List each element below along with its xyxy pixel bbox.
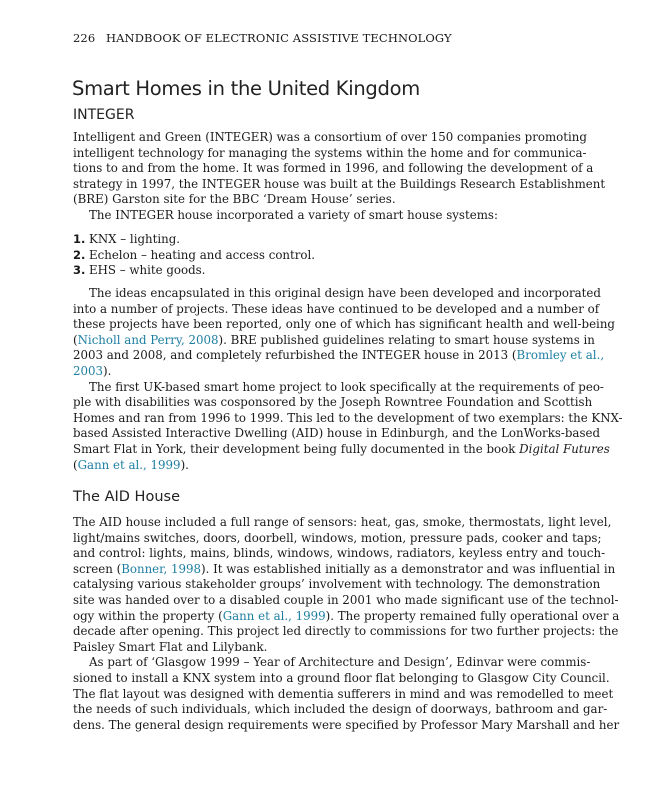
text-span: ). The property remained fully operational over a <box>325 608 620 623</box>
text-line: The first UK-based smart home project to look specifically at the requirements of peo- <box>89 379 604 394</box>
text-line: The AID house included a full range of sensors: heat, gas, smoke, thermostats, light level, <box>73 515 612 529</box>
citation-link[interactable]: Bromley et al., <box>516 348 605 363</box>
text-line: strategy in 1997, the INTEGER house was built at the Buildings Research Establishment <box>73 176 606 191</box>
text-span: ). <box>180 457 189 472</box>
text-line: ple with disabilities was cosponsored by the Joseph Rowntree Foundation and Scottish <box>73 395 593 410</box>
text-line: Homes and ran from 1996 to 1999. This led to the development of two exemplars: the KNX- <box>73 410 623 425</box>
text-line: the needs of such individuals, which included the design of doorways, bathroom and gar- <box>73 702 608 717</box>
text-line: (Gann et al., 1999). <box>73 457 189 472</box>
aid-paragraph-1 <box>73 515 620 733</box>
text-line: site was handed over to a disabled couple in 2001 who made significant use of the technol- <box>73 592 619 607</box>
text-line: into a number of projects. These ideas have continued to be developed and a number of <box>73 301 600 316</box>
list-item <box>73 263 556 279</box>
text-line: The INTEGER house incorporated a variety of smart house systems: <box>89 207 498 222</box>
integer-heading: INTEGER <box>73 107 135 123</box>
text-span: ). BRE published guidelines relating to smart house systems in <box>218 332 595 347</box>
text-span: ). <box>103 363 112 378</box>
book-title: HANDBOOK OF ELECTRONIC ASSISTIVE TECHNOLOGY <box>106 31 452 45</box>
citation-link[interactable]: 2003 <box>73 363 104 378</box>
text-line: decade after opening. This project led directly to commissions for two further projects: the <box>73 624 619 639</box>
running-head <box>73 31 452 45</box>
list-item <box>73 248 556 264</box>
text-span: ). It was established initially as a demonstrator and was influential in <box>201 561 616 576</box>
citation-link[interactable]: Gann et al., 1999 <box>222 608 326 623</box>
text-line: and control: lights, mains, blinds, windows, windows, radiators, keyless entry and touch- <box>73 546 606 561</box>
text-line: light/mains switches, doors, doorbell, windows, motion, pressure pads, cooker and taps; <box>73 530 602 545</box>
list-number: 3. <box>73 263 86 278</box>
list-text: KNX – lighting. <box>89 232 181 246</box>
citation-link[interactable]: Nicholl and Perry, 2008 <box>77 332 219 347</box>
text-span: Smart Flat in York, their development being fully documented in the book <box>73 441 520 456</box>
text-line: based Assisted Interactive Dwelling (AID) house in Edinburgh, and the LonWorks-based <box>73 426 601 441</box>
integer-paragraph-1 <box>73 130 606 224</box>
page-number: 226 <box>73 31 96 45</box>
text-span: screen ( <box>73 561 122 576</box>
list-number: 1. <box>73 232 86 246</box>
text-line <box>73 348 605 364</box>
text-line: The flat layout was designed with dementia sufferers in mind and was remodelled to meet <box>73 686 614 701</box>
text-line <box>73 364 556 380</box>
list-text: EHS – white goods. <box>89 263 206 278</box>
list-number: 2. <box>73 247 86 262</box>
text-line: As part of ‘Glasgow 1999 – Year of Architecture and Design’, Edinvar were commis- <box>89 655 591 670</box>
text-line: sioned to install a KNX system into a ground floor flat belonging to Glasgow City Council. <box>73 670 610 685</box>
text-span: 2003 and 2008, and completely refurbished the INTEGER house in 2013 ( <box>73 348 517 363</box>
text-span: ogy within the property ( <box>73 608 223 623</box>
text-line: tions to and from the home. It was formed in 1996, and following the development of a <box>73 161 594 176</box>
text-line: (BRE) Garston site for the BBC ‘Dream House’ series. <box>73 192 396 207</box>
text-line: The ideas encapsulated in this original design have been developed and incorporated <box>89 286 601 300</box>
text-line: Intelligent and Green (INTEGER) was a consortium of over 150 companies promoting <box>73 130 587 144</box>
text-line <box>73 561 616 578</box>
text-line: intelligent technology for managing the systems within the home and for communica- <box>73 145 587 160</box>
integer-paragraph-3 <box>73 286 623 473</box>
list-text: Echelon – heating and access control. <box>89 247 316 262</box>
text-line: these projects have been reported, only one of which has significant health and well-being <box>73 317 615 332</box>
citation-link[interactable]: Gann et al., 1999 <box>77 457 181 472</box>
list-item <box>73 232 556 248</box>
section-title: Smart Homes in the United Kingdom <box>72 77 420 100</box>
text-line: (Nicholl and Perry, 2008). BRE published guidelines relating to smart house systems in <box>73 332 595 347</box>
systems-list <box>73 232 556 279</box>
text-line: catalysing various stakeholder groups’ involvement with technology. The demonstration <box>73 577 601 592</box>
text-line: Paisley Smart Flat and Lilybank. <box>73 639 268 654</box>
text-line <box>73 608 620 625</box>
text-line: dens. The general design requirements were specified by Professor Mary Marshall and her <box>73 717 620 732</box>
book-title-italic: Digital Futures <box>519 441 610 456</box>
text-line <box>73 441 610 458</box>
citation-link[interactable]: Bonner, 1998 <box>121 561 202 576</box>
aid-heading: The AID House <box>73 489 180 505</box>
